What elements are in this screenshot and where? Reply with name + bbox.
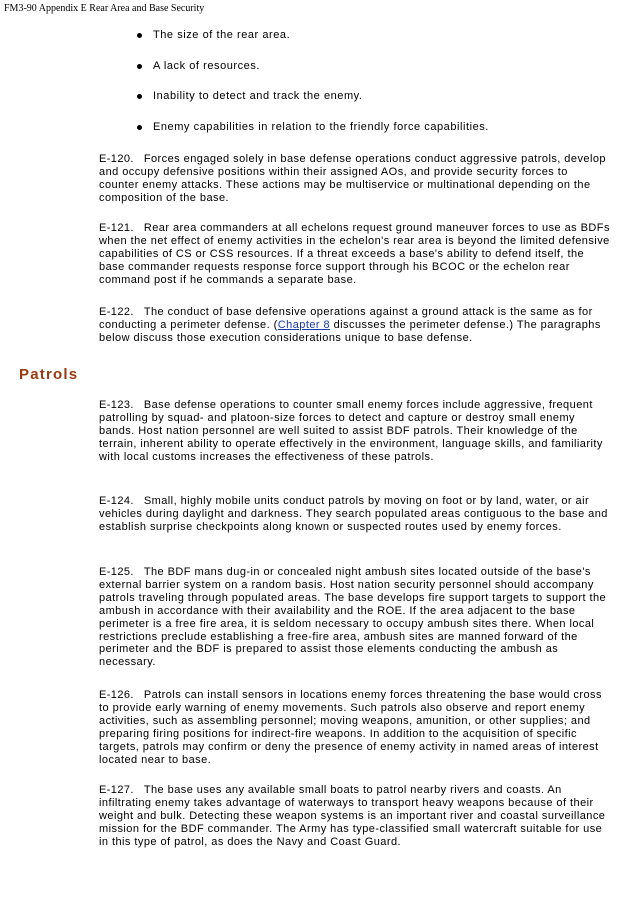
bullet-icon (137, 33, 142, 38)
paragraph-text: Base defense operations to counter small enemy forces include aggressive, frequent patrolling by squad- and platoon-size forces to detect and capture or destroy small enemy bands. Host nation personnel are well suited to assist BDF patrols. Their knowledge of the terrain, inherent ability to operate effectively in the environment, language skills, and familiarity with local customs increases the effectiveness of these patrols. (99, 399, 603, 463)
section-heading: Patrols (19, 366, 79, 383)
paragraph-number: E-122. (99, 306, 134, 318)
bullet-icon (137, 64, 142, 69)
paragraph-text: discusses the perimeter defense.) The paragraphs below discuss those execution considerations unique to base defense. (99, 318, 601, 344)
list-item: The size of the rear area. (137, 28, 489, 42)
paragraph-number: E-125. (99, 566, 134, 578)
list-item: Enemy capabilities in relation to the friendly force capabilities. (137, 120, 489, 134)
paragraph-text: Patrols can install sensors in locations enemy forces threatening the base would cross to provide early warning of enemy movements. Such patrols also observe and report enemy activities, such as assembling personnel; moving weapons, amunition, or other supplies; and preparing firing positions for indirect-fire weapons. In addition to the acquisition of specific targets, patrols may confirm or deny the presence of enemy activity in named areas of interest located near to base. (99, 689, 602, 766)
paragraph-text: The base uses any available small boats to patrol nearby rivers and coasts. An infiltrating enemy takes advantage of waterways to transport heavy weapons because of their weight and bulk. Detecting these weapon systems is an important river and coastal surveillance mission for the BDF commander. The Army has type-classified small watercraft suitable for use in this type of patrol, as does the Navy and Coast Guard. (99, 784, 606, 848)
list-item: A lack of resources. (137, 59, 489, 73)
paragraph-number: E-123. (99, 399, 134, 411)
paragraph-text: The conduct of base defensive operations against a ground attack is the same as for conducting a perimeter defense. ( (99, 306, 593, 331)
list-item: Inability to detect and track the enemy. (137, 89, 489, 103)
paragraph-number: E-120. (99, 153, 134, 165)
paragraph-text: Rear area commanders at all echelons request ground maneuver forces to use as BDFs when the net effect of enemy activities in the echelon's rear area is beyond the limited defensive capabilities of CS or CSS resources. If a threat exceeds a base's ability to defend itself, the base commander requests response force support through his BCOC or the echelon rear command post if he commands a separate base. (99, 222, 610, 286)
paragraph-e-121 (99, 222, 611, 287)
paragraph-text: Forces engaged solely in base defense operations conduct aggressive patrols, develop and occupy defensive positions within their assigned AOs, and provide security forces to counter enemy attacks. These actions may be multiservice or multinational depending on the composition of the base. (99, 153, 606, 204)
paragraph-e-122 (99, 306, 611, 345)
bullet-list (137, 28, 489, 150)
bullet-icon (137, 125, 142, 130)
paragraph-e-120 (99, 153, 611, 205)
paragraph-e-126 (99, 689, 611, 766)
paragraph-number: E-121. (99, 222, 134, 234)
chapter-8-link[interactable]: Chapter 8 (277, 318, 331, 331)
bullet-icon (137, 94, 142, 99)
paragraph-text: Small, highly mobile units conduct patrols by moving on foot or by land, water, or air vehicles during daylight and darkness. They search populated areas contiguous to the base and establish surprise checkpoints along known or suspected routes used by enemy forces. (99, 495, 608, 533)
paragraph-number: E-124. (99, 495, 134, 507)
paragraph-e-123 (99, 399, 611, 464)
paragraph-e-125 (99, 566, 611, 669)
paragraph-e-127 (99, 784, 611, 849)
running-header: FM3-90 Appendix E Rear Area and Base Security (4, 3, 205, 14)
paragraph-number: E-126. (99, 689, 134, 701)
paragraph-text: The BDF mans dug-in or concealed night ambush sites located outside of the base's external barrier system on a random basis. Host nation security personnel should accompany patrols traveling through populated areas. The base develops fire support targets to support the ambush in accordance with their availability and the ROE. If the area adjacent to the base perimeter is a free fire area, it is seldom necessary to occupy ambush sites there. When local restrictions preclude establishing a free-fire area, ambush sites are manned forward of the perimeter and the BDF is prepared to assist those elements conducting the ambush as necessary. (99, 566, 607, 669)
paragraph-number: E-127. (99, 784, 134, 796)
paragraph-e-124 (99, 495, 611, 534)
